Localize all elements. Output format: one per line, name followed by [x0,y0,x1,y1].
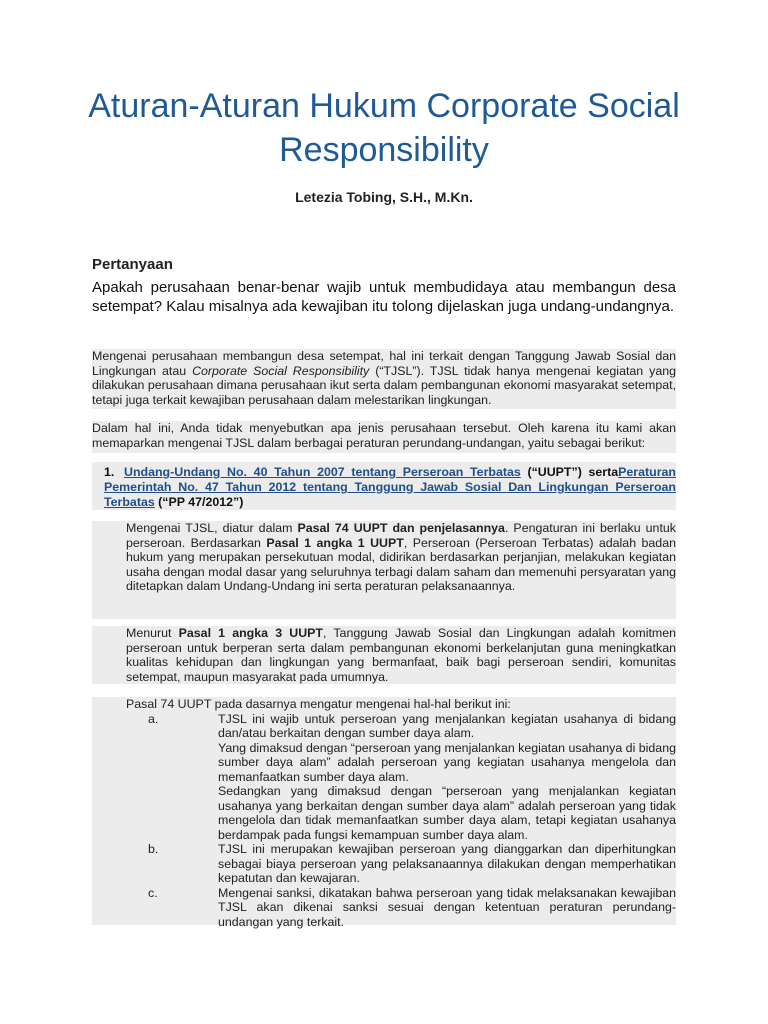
p3-text-d: , Perseroan (Perseroan Terbatas) adalah badan hukum yang merupakan persekutuan modal, didirikan berdasarkan perjanjian, melakukan kegiatan usaha dengan modal dasar yang seluruhnya terbagi dalam saham dan memenuhi persyaratan yang ditetapkan dalam Undang-Undang ini serta peraturan pelaksanaannya. [126,535,676,593]
pp-abbrev: (“PP 47/2012”) [154,495,244,509]
author-name: Letezia Tobing, S.H., M.Kn. [295,189,473,205]
answer-paragraph-1 [92,349,676,409]
p3-bold-2: Pasal 1 angka 1 UUPT [266,535,404,550]
answer-paragraph-3 [92,521,676,619]
p4-text-a: Menurut [126,626,179,640]
list-item-a-extra-2: Sedangkan yang dimaksud dengan “perseroan yang menjalankan kegiatan usahanya yang berkaitan dengan sumber daya alam” adalah perseroan yang tidak mengelola dan tidak memanfaatkan sumber daya alam, tetapi kegiatan usahanya berdampak pada fungsi kemampuan sumber daya alam. [218,784,676,842]
question-text: Apakah perusahaan benar-benar wajib untuk membudidaya atau membangun desa setempat? Kalau misalnya ada kewajiban itu tolong dijelaskan juga undang-undangnya. [92,279,676,315]
list-item-b-text: TJSL ini merupakan kewajiban perseroan yang dianggarkan dan diperhitungkan sebagai biaya perseroan yang pelaksanaannya dilakukan dengan memperhatikan kepatutan dan kewajaran. [218,842,676,885]
list-item-a [92,712,676,843]
p5-text: Pasal 74 UUPT pada dasarnya mengatur mengenai hal-hal berikut ini: [126,697,511,711]
list-letter: b. [148,842,159,856]
answer-paragraph-1-text-end: (“TJSL”). TJSL tidak hanya mengenai kegiatan yang dilakukan perusahaan dimana perusahaan ikut serta dalam pembangunan ekonomi masyarakat setempat, tetapi juga terkait kewajiban perusahaan dalam melestarikan lingkungan. [92,363,676,407]
uupt-link[interactable]: Undang-Undang No. 40 Tahun 2007 tentang Perseroan Terbatas [124,465,521,479]
csr-term: Corporate Social Responsibility [192,363,370,378]
list-item-a-text: TJSL ini wajib untuk perseroan yang menjalankan kegiatan usahanya di bidang dan/atau berkaitan dengan sumber daya alam. [218,711,676,740]
p3-text-a: Mengenai TJSL, diatur dalam [126,521,298,535]
pp-47-2012-link[interactable]: Peraturan Pemerintah No. 47 Tahun 2012 tentang Tanggung Jawab Sosial Dan Lingkungan Perseroan Terbatas [104,465,676,509]
answer-paragraph-2 [92,421,676,453]
answer-paragraph-1-text: Mengenai perusahaan membangun desa setempat, hal ini terkait dengan Tanggung Jawab Sosial dan Lingkungan atau [92,349,676,378]
list-letter: c. [148,885,158,900]
p3-text-c: . Pengaturan ini berlaku untuk perseroan. Berdasarkan [126,521,676,550]
regulation-item-1 [104,465,676,510]
list-item-a-extra-1: Yang dimaksud dengan “perseroan yang menjalankan kegiatan usahanya di bidang sumber daya alam” adalah perseroan yang kegiatan usahanya mengelola dan memanfaatkan sumber daya alam. [218,740,676,784]
question-heading: Pertanyaan [92,256,173,273]
uupt-abbrev: (“UUPT”) serta [520,465,619,479]
list-item-c-text: Mengenai sanksi, dikatakan bahwa perseroan yang tidak melaksanakan kewajiban TJSL akan dikenai sanksi sesuai dengan ketentuan peraturan perundang-undangan yang terkait. [218,885,676,929]
answer-paragraph-2-text: Dalam hal ini, Anda tidak menyebutkan apa jenis perusahaan tersebut. Oleh karena itu kami akan memaparkan mengenai TJSL dalam berbagai peraturan perundang-undangan, yaitu sebagai berikut: [92,421,676,450]
document-title: Aturan-Aturan Hukum Corporate Social Responsibility [88,87,680,169]
list-item-b [92,842,676,886]
answer-paragraph-4 [92,626,676,684]
list-letter: a. [148,711,159,726]
list-item-c [92,886,676,930]
item-number: 1. [104,465,115,479]
answer-paragraph-5 [92,697,676,929]
p4-text-c: , Tanggung Jawab Sosial dan Lingkungan adalah komitmen perseroan untuk berperan serta dalam pembangunan ekonomi berkelanjutan guna meningkatkan kualitas kehidupan dan lingkungan yang bermanfaat, baik bagi perseroan sendiri, komunitas setempat, maupun masyarakat pada umumnya. [126,626,676,684]
p4-bold: Pasal 1 angka 3 UUPT [178,626,323,640]
p3-bold-1: Pasal 74 UUPT dan penjelasannya [297,521,505,535]
